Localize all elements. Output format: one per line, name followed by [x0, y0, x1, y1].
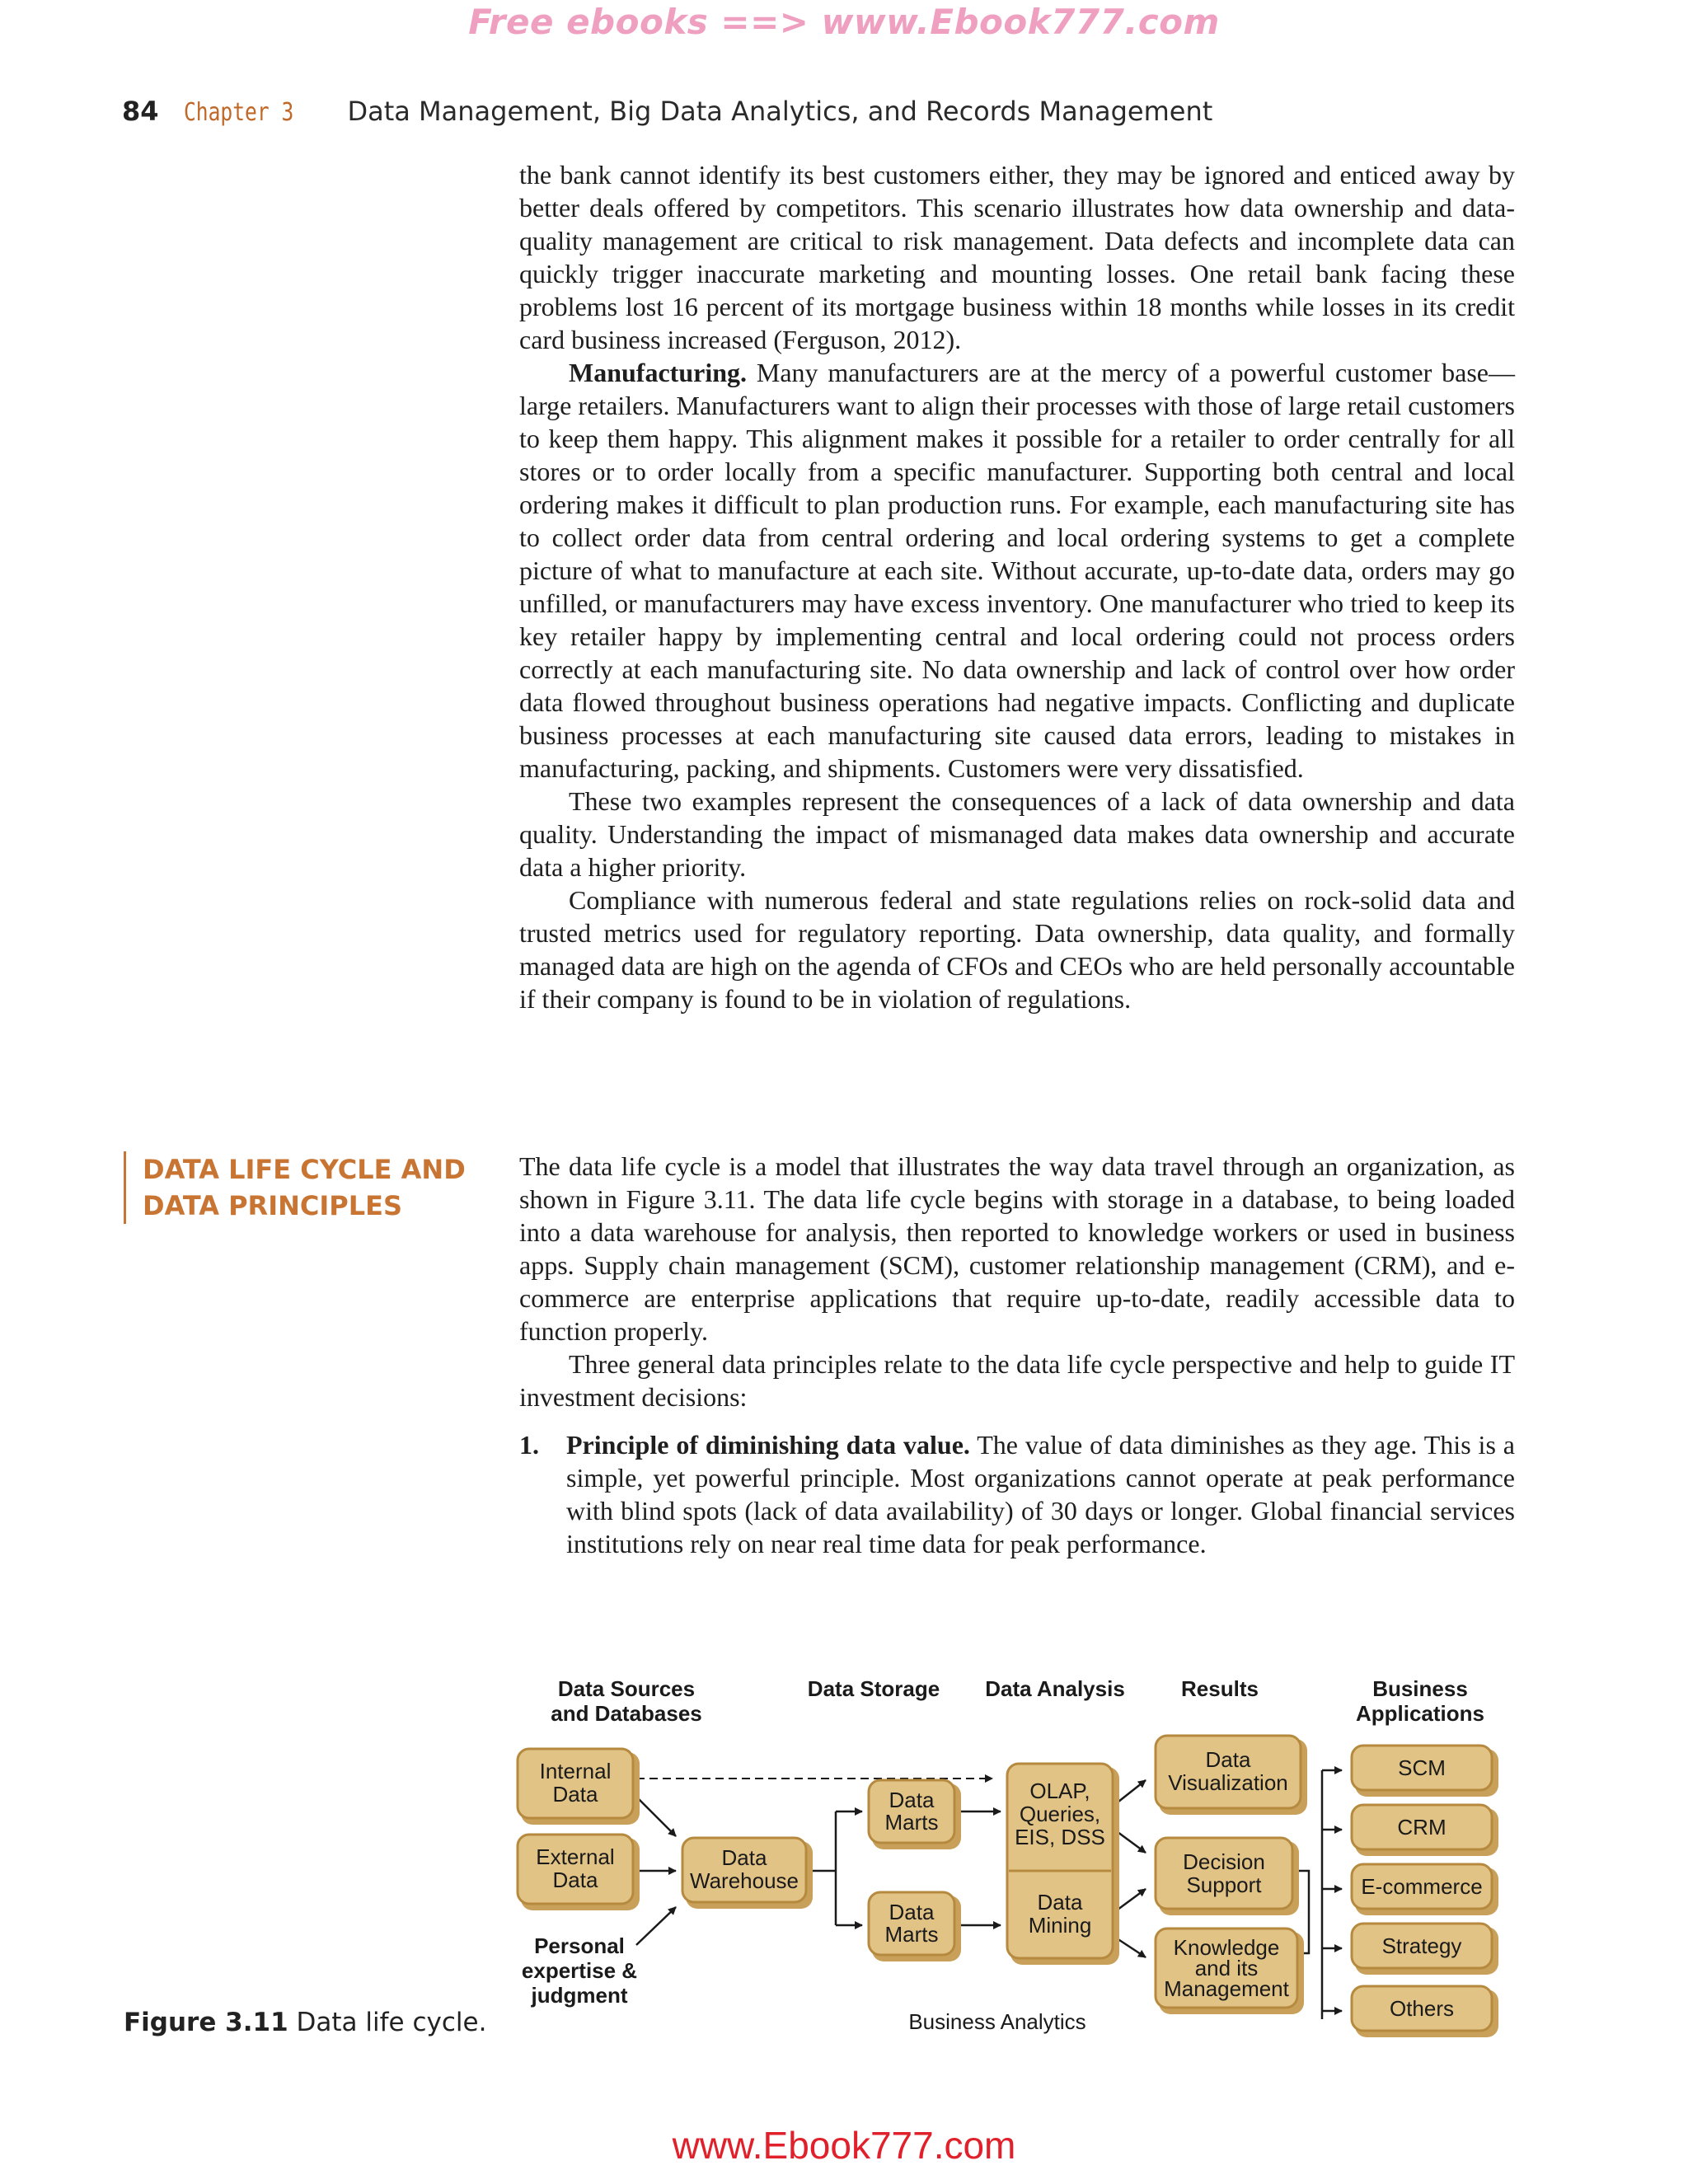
knowledge-label-3: Management	[1164, 1976, 1289, 2001]
personal-label-3: judgment	[531, 1983, 628, 2008]
knowledge-label-1: Knowledge	[1173, 1935, 1280, 1960]
node-internal-data	[518, 1749, 640, 1825]
mart-top-label-2: Marts	[884, 1810, 939, 1835]
paragraph-compliance: Compliance with numerous federal and state regulations relies on rock-solid data and trusted metrics used for regulatory reporting. Data ownership, data quality, and formally managed data are high on the agenda of CFOs and CEOs who are held personally accountable if their company is found to be in violation of regulations.	[519, 885, 1515, 1014]
node-data-warehouse	[682, 1838, 813, 1909]
internal-label-2: Data	[552, 1782, 598, 1807]
mart-top-label-1: Data	[889, 1788, 935, 1812]
arrow-internal-warehouse	[636, 1797, 676, 1836]
decision-label-2: Support	[1186, 1872, 1262, 1897]
ecommerce-label: E-commerce	[1361, 1874, 1483, 1899]
node-crm	[1352, 1805, 1498, 1856]
list-text	[566, 1428, 1515, 1560]
figure-label: Figure 3.11	[124, 2008, 288, 2037]
paragraph-consequences: These two examples represent the consequences of a lack of data ownership and data quality. Understanding the impact of mismanaged data makes data ownership and accurate data a higher priority.	[519, 786, 1515, 882]
external-label-1: External	[536, 1844, 615, 1869]
viz-label-2: Visualization	[1168, 1770, 1288, 1795]
internal-label-1: Internal	[539, 1759, 612, 1783]
manufacturing-text: Many manufacturers are at the mercy of a powerful customer base—large retailers. Manufacturers want to align their processes with those of large retail customers to keep them happy. This alignment makes it possible for a retailer to order centrally for all stores or to order locally from a specific manufacturer. Supporting both central and local ordering makes it difficult to plan production runs. For example, each manufacturing site has to collect order data from central ordering and local ordering systems to get a complete picture of what to manufacture at each site. Without accurate, up-to-date data, orders may go unfilled, or manufacturers may have excess inventory. One manufacturer who tried to keep its key retailer happy by implementing central and local ordering could not process orders correctly at each manufacturing site. No data ownership and lack of control over how order data flowed throughout business operations had negative impacts. Conflicting and duplicate business processes at each manufacturing site caused data errors, leading to mistakes in manufacturing, packing, and shipments. Customers were very dissatisfied.	[519, 358, 1515, 783]
section-heading	[124, 1151, 489, 1224]
node-scm	[1352, 1746, 1498, 1797]
bottom-watermark-link[interactable]: www.Ebook777.com	[672, 2124, 1016, 2167]
node-others	[1352, 1986, 1498, 2037]
header-analysis: Data Analysis	[985, 1676, 1125, 1701]
figure-caption-text: Data life cycle.	[288, 2008, 487, 2037]
list-lead: Principle of diminishing data value.	[566, 1430, 970, 1460]
section-heading-line2: DATA PRINCIPLES	[143, 1190, 403, 1221]
list-body: The value of data diminishes as they age. This is a simple, yet powerful principle. Most organizations cannot operate at peak performance with blind spots (lack of data availability) of 30 days or longer. Global financial services institutions rely on near real time data for peak performance.	[566, 1430, 1516, 1558]
node-data-marts-top	[869, 1780, 961, 1849]
header-apps-2: Applications	[1355, 1701, 1485, 1726]
paragraph-banking: the bank cannot identify its best customers either, they may be ignored and enticed away by better deals offered by competitors. This scenario illustrates how data ownership and data-quality management are critical to risk management. Data defects and incomplete data can quickly trigger inaccurate marketing and mounting losses. One retail bank facing these problems lost 16 percent of its mortgage business within 18 months while losses in its credit card business increased (Ferguson, 2012).	[519, 160, 1515, 354]
viz-label-1: Data	[1205, 1747, 1251, 1772]
figure-caption	[124, 2008, 486, 2037]
scm-label: SCM	[1398, 1755, 1446, 1780]
list-number: 1.	[519, 1430, 539, 1460]
header-sources-2: and Databases	[551, 1701, 702, 1726]
running-header	[122, 96, 1212, 127]
list-item	[519, 1428, 1515, 1560]
strategy-label: Strategy	[1381, 1933, 1462, 1958]
others-label: Others	[1389, 1996, 1455, 2021]
chapter-label: Chapter 3	[183, 98, 294, 127]
arrow-personal-warehouse	[636, 1907, 676, 1945]
node-external-data	[518, 1835, 640, 1910]
mining-label-2: Mining	[1028, 1913, 1092, 1938]
body-text-lifecycle	[519, 1150, 1515, 1560]
olap-label-2: Queries,	[1019, 1802, 1101, 1826]
knowledge-label-2: and its	[1194, 1956, 1259, 1980]
chapter-title: Data Management, Big Data Analytics, and Records Management	[347, 96, 1213, 127]
crm-label: CRM	[1397, 1815, 1447, 1840]
paragraph-life-cycle: The data life cycle is a model that illustrates the way data travel through an organization, as shown in Figure 3.11. The data life cycle begins with storage in a database, to being loaded into a data warehouse for analysis, then reported to knowledge workers or used in business apps. Supply chain management (SCM), customer relationship management (CRM), and e-commerce are enterprise applications that require up-to-date, readily accessible data to function properly.	[519, 1151, 1515, 1346]
header-sources-1: Data Sources	[557, 1676, 696, 1701]
body-text-top	[519, 158, 1515, 1015]
business-analytics-label: Business Analytics	[908, 2009, 1086, 2034]
paragraph-manufacturing	[519, 356, 1515, 785]
header-storage: Data Storage	[807, 1676, 940, 1701]
decision-label-1: Decision	[1183, 1849, 1265, 1874]
node-data-marts-bottom	[869, 1892, 961, 1961]
warehouse-label-2: Warehouse	[690, 1868, 799, 1893]
personal-label-1: Personal	[534, 1933, 625, 1958]
page-number: 84	[122, 96, 159, 127]
manufacturing-lead: Manufacturing.	[569, 358, 747, 387]
paragraph-principles-intro: Three general data principles relate to the data life cycle perspective and help to guide IT investment decisions:	[519, 1349, 1515, 1412]
mining-label-1: Data	[1037, 1890, 1083, 1915]
mart-bottom-label-2: Marts	[884, 1922, 939, 1947]
olap-label-1: OLAP,	[1029, 1779, 1090, 1803]
node-data-analysis	[1007, 1764, 1119, 1965]
node-ecommerce	[1352, 1864, 1498, 1915]
node-knowledge-management	[1156, 1929, 1304, 2014]
personal-label-2: expertise &	[521, 1958, 638, 1983]
section-heading-line1: DATA LIFE CYCLE AND	[143, 1154, 466, 1185]
node-strategy	[1352, 1924, 1498, 1975]
data-life-cycle-diagram	[495, 1673, 1533, 2044]
external-label-2: Data	[552, 1868, 598, 1892]
header-results: Results	[1181, 1676, 1259, 1701]
olap-label-3: EIS, DSS	[1015, 1825, 1105, 1849]
mart-bottom-label-1: Data	[889, 1900, 935, 1924]
node-decision-support	[1156, 1838, 1299, 1915]
warehouse-label-1: Data	[721, 1845, 767, 1870]
top-watermark[interactable]: Free ebooks ==> www.Ebook777.com	[468, 2, 1220, 42]
header-apps-1: Business	[1372, 1676, 1468, 1701]
node-data-visualization	[1156, 1736, 1307, 1815]
